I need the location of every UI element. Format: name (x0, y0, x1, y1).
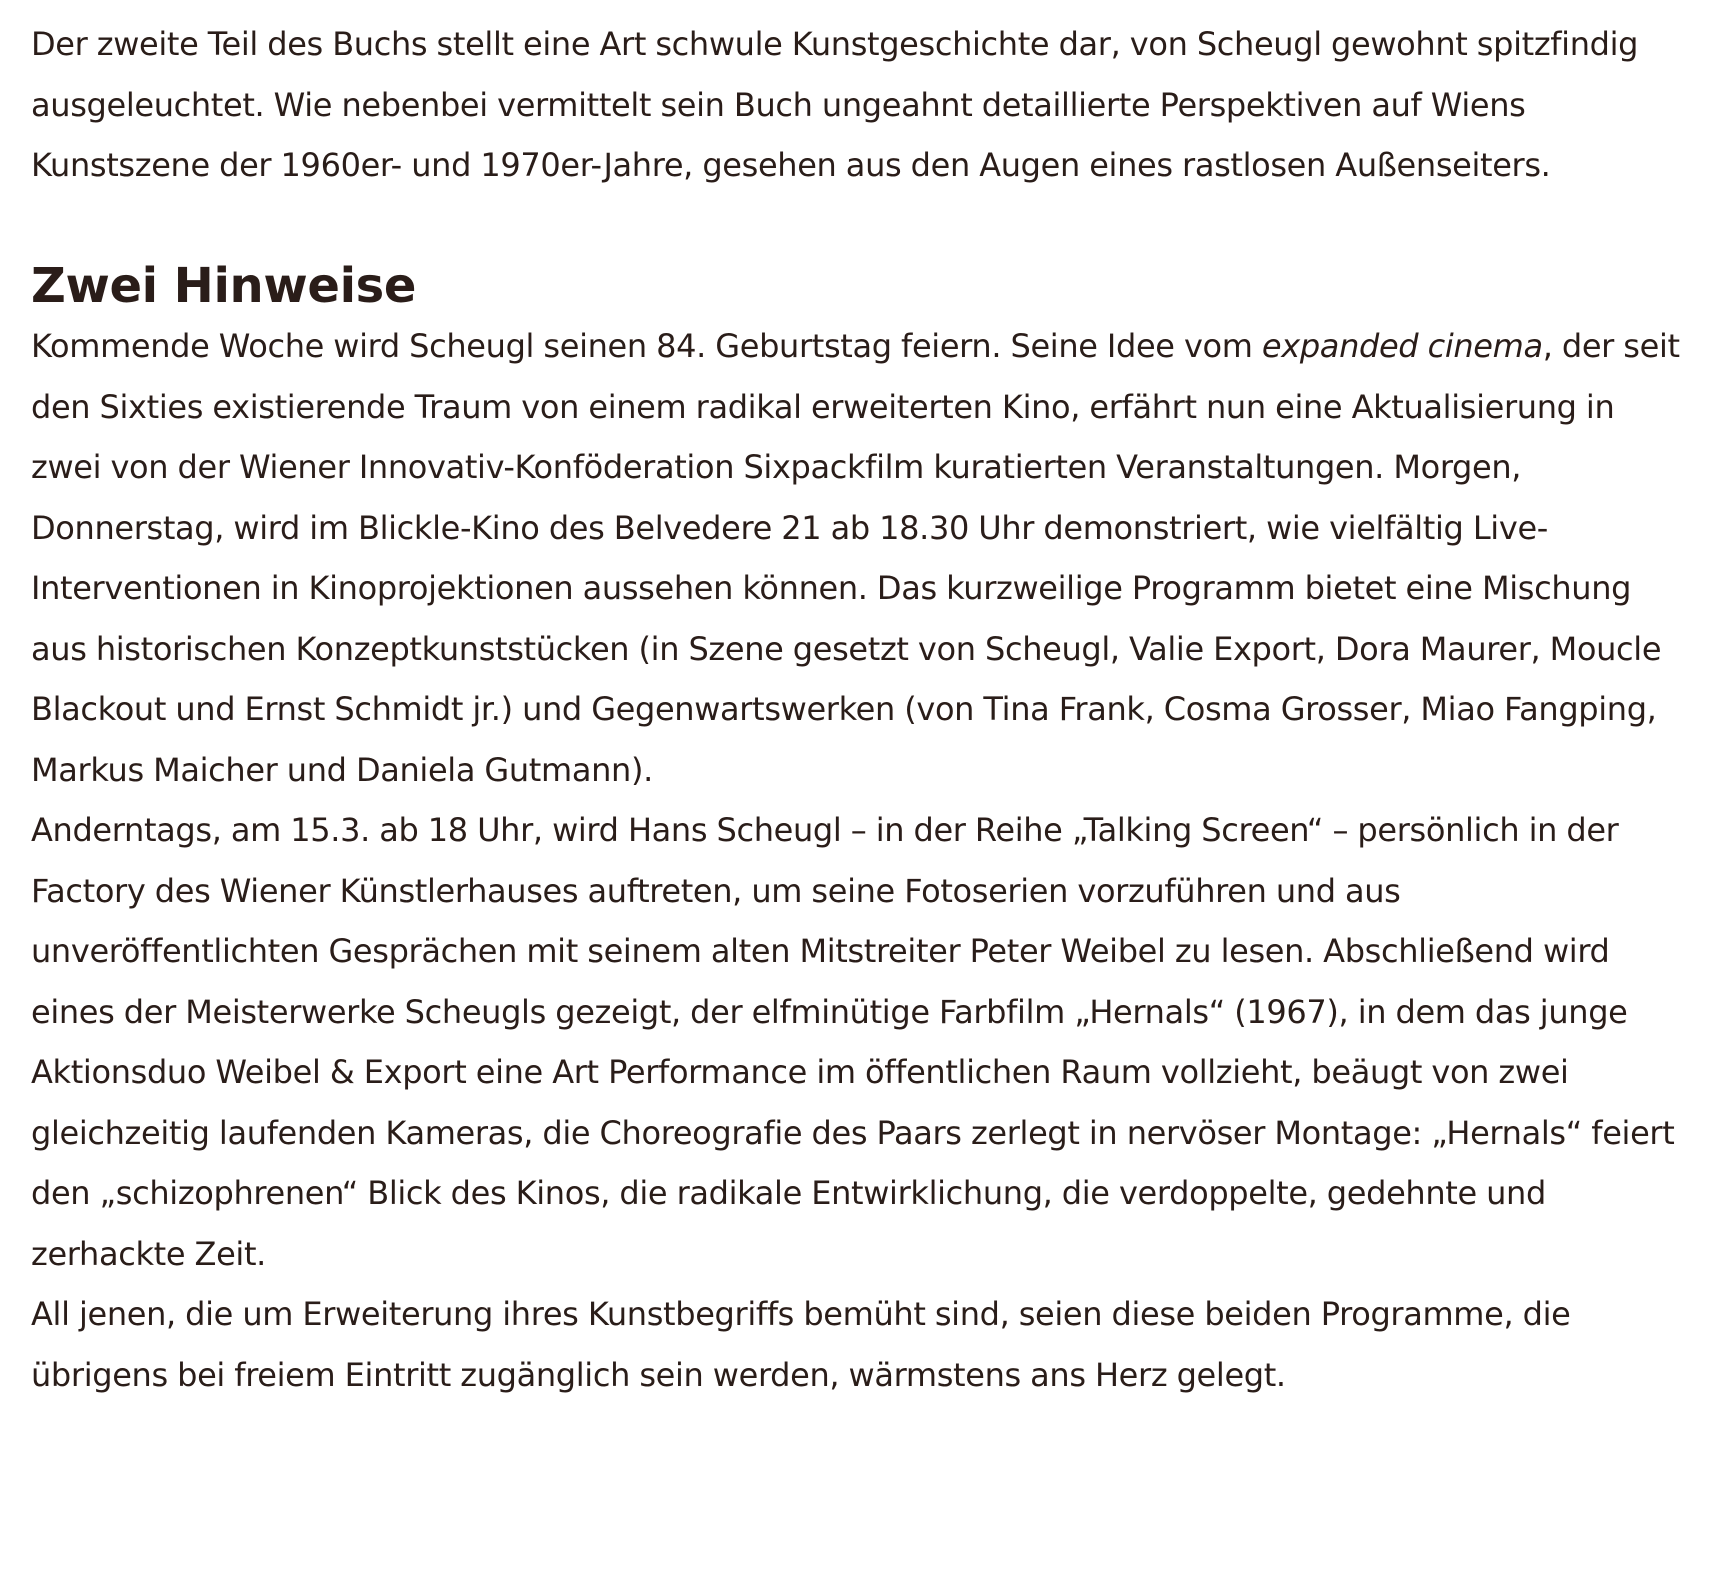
paragraph-1 (31, 316, 1691, 800)
paragraph-2: Anderntags, am 15.3. ab 18 Uhr, wird Hans Scheugl – in der Reihe „Talking Screen“ – persönlich in der Factory des Wiener Künstlerhauses auftreten, um seine Fotoserien vorzuführen und aus unveröffentlichten Gesprächen mit seinem alten Mitstreiter Peter Weibel zu lesen. Abschließend wird eines der Meisterwerke Scheugls gezeigt, der elfminütige Farbfilm „Hernals“ (1967), in dem das junge Aktionsduo Weibel & Export eine Art Performance im öffentlichen Raum vollzieht, beäugt von zwei gleichzeitig laufenden Kameras, die Choreografie des Paars zerlegt in nervöser Montage: „Hernals“ feiert den „schizophrenen“ Blick des Kinos, die radikale Entwirklichung, die verdoppelte, gedehnte und zerhackte Zeit. (31, 811, 1675, 1273)
article-body (31, 14, 1691, 1405)
section-spacer (31, 196, 1691, 256)
paragraph-1-start: Kommende Woche wird Scheugl seinen 84. Geburtstag feiern. Seine Idee vom (31, 327, 1262, 365)
section-heading: Zwei Hinweise (31, 257, 417, 314)
paragraph-1-end: , der seit den Sixties existierende Traum von einem radikal erweiterten Kino, erfährt nun eine Aktualisierung in zwei von der Wiener Innovativ-Konföderation Sixpackfilm kuratierten Veranstaltungen. Morgen, Donnerstag, wird im Blickle-Kino des Belvedere 21 ab 18.30 Uhr demonstriert, wie vielfältig Live-Interventionen in Kinoprojektionen aussehen können. Das kurzweilige Programm bietet eine Mischung aus historischen Konzeptkunststücken (in Szene gesetzt von Scheugl, Valie Export, Dora Maurer, Moucle Blackout und Ernst Schmidt jr.) und Gegenwartswerken (von Tina Frank, Cosma Grosser, Miao Fangping, Markus Maicher und Daniela Gutmann). (31, 327, 1680, 789)
paragraph-3: All jenen, die um Erweiterung ihres Kunstbegriffs bemüht sind, seien diese beiden Programme, die übrigens bei freiem Eintritt zugänglich sein werden, wärmstens ans Herz gelegt. (31, 1295, 1571, 1394)
intro-paragraph: Der zweite Teil des Buchs stellt eine Art schwule Kunstgeschichte dar, von Scheugl gewohnt spitzfindig ausgeleuchtet. Wie nebenbei vermittelt sein Buch ungeahnt detaillierte Perspektiven auf Wiens Kunstszene der 1960er- und 1970er-Jahre, gesehen aus den Augen eines rastlosen Außenseiters. (31, 25, 1639, 184)
paragraph-1-emphasis: expanded cinema (1261, 327, 1543, 365)
